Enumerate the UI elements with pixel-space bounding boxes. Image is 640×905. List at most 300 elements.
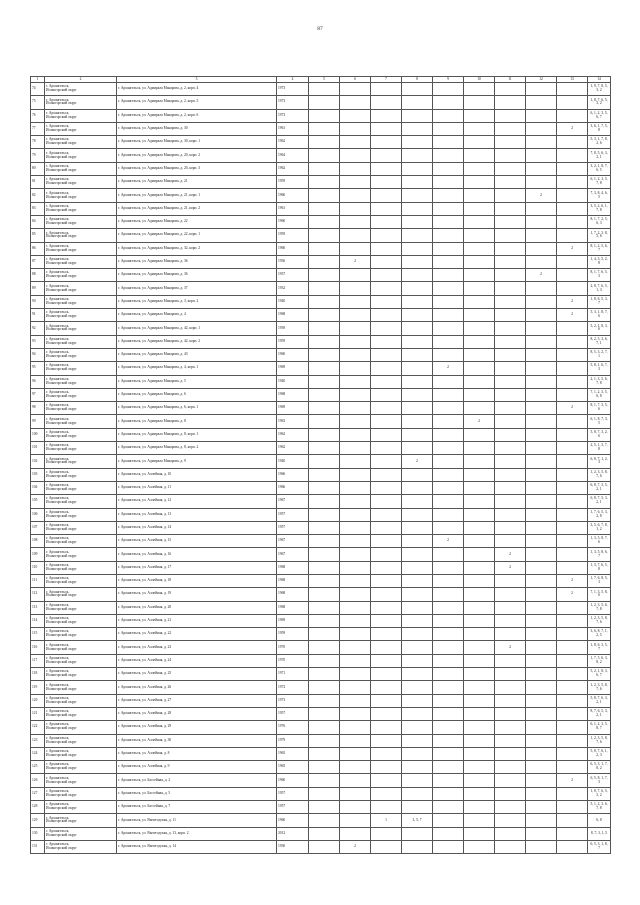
value-cell-col-7 [371, 322, 402, 335]
year-cell: 1957 [277, 521, 309, 534]
priority-order-cell: 1, 7, 2, 3, 8, 5, 6 [588, 229, 611, 242]
value-cell-col-6 [340, 109, 371, 122]
locality-cell: г. Архангельск, Исакогорский округ [45, 801, 117, 814]
value-cell-col-10 [464, 83, 495, 96]
value-cell-col-11 [495, 96, 526, 109]
address-cell: г. Архангельск, ул. Аллейная, д. 22 [117, 628, 277, 641]
priority-order-cell: 1, 4, 3, 5, 2, 8 [588, 255, 611, 268]
value-cell-col-7 [371, 574, 402, 587]
address-cell: г. Архангельск, ул. Адмирала Макарова, д. 3, корп. 2 [117, 295, 277, 308]
value-cell-col-8 [402, 628, 433, 641]
row-number: 126 [31, 774, 45, 787]
value-cell-col-8 [402, 136, 433, 149]
value-cell-col-10 [464, 535, 495, 548]
priority-order-cell: 5, 8, 7, 6, 1, 2, 3 [588, 747, 611, 760]
priority-order-cell: 1, 7, 6, 5, 3, 2, 8 [588, 508, 611, 521]
value-cell-col-5 [309, 508, 340, 521]
value-cell-col-5 [309, 761, 340, 774]
value-cell-col-6 [340, 415, 371, 428]
value-cell-col-6 [340, 335, 371, 348]
value-cell-col-6 [340, 561, 371, 574]
value-cell-col-7 [371, 255, 402, 268]
value-cell-col-12 [526, 827, 557, 840]
value-cell-col-5 [309, 322, 340, 335]
value-cell-col-10 [464, 96, 495, 109]
table-row [31, 388, 611, 401]
address-cell: г. Архангельск, ул. Аллейная, д. 26 [117, 681, 277, 694]
value-cell-col-12 [526, 229, 557, 242]
value-cell-col-13 [557, 428, 588, 441]
value-cell-col-6 [340, 442, 371, 455]
value-cell-col-9 [433, 348, 464, 361]
year-cell: 1960 [277, 348, 309, 361]
year-cell: 1957 [277, 707, 309, 720]
locality-cell: г. Архангельск, Исакогорский округ [45, 668, 117, 681]
value-cell-col-7 [371, 601, 402, 614]
row-number: 102 [31, 455, 45, 468]
locality-cell: г. Архангельск, Исакогорский округ [45, 215, 117, 228]
value-cell-col-10 [464, 548, 495, 561]
table-row [31, 681, 611, 694]
value-cell-col-12 [526, 96, 557, 109]
priority-order-cell: 1, 7, 5, 6, 3, 8, 2 [588, 654, 611, 667]
value-cell-col-12: 2 [526, 189, 557, 202]
value-cell-col-11 [495, 495, 526, 508]
value-cell-col-12 [526, 601, 557, 614]
value-cell-col-11: 2 [495, 641, 526, 654]
value-cell-col-5 [309, 495, 340, 508]
table-row [31, 561, 611, 574]
value-cell-col-13: 2 [557, 774, 588, 787]
value-cell-col-6 [340, 96, 371, 109]
row-number: 85 [31, 229, 45, 242]
value-cell-col-11 [495, 242, 526, 255]
value-cell-col-7 [371, 561, 402, 574]
year-cell: 1962 [277, 136, 309, 149]
year-cell: 1960 [277, 242, 309, 255]
row-number: 106 [31, 508, 45, 521]
year-cell: 1957 [277, 801, 309, 814]
value-cell-col-10 [464, 721, 495, 734]
value-cell-col-8 [402, 801, 433, 814]
row-number: 90 [31, 295, 45, 308]
value-cell-col-5 [309, 814, 340, 827]
locality-cell: г. Архангельск, Исакогорский округ [45, 481, 117, 494]
value-cell-col-12 [526, 136, 557, 149]
value-cell-col-6 [340, 362, 371, 375]
value-cell-col-5 [309, 668, 340, 681]
year-cell: 1957 [277, 787, 309, 800]
value-cell-col-10 [464, 614, 495, 627]
value-cell-col-11 [495, 189, 526, 202]
row-number: 125 [31, 761, 45, 774]
priority-order-cell: 8, 2, 5, 3, 6, 7, 1 [588, 335, 611, 348]
priority-order-cell: 5, 3, 1, 7, 8, 2, 6 [588, 136, 611, 149]
value-cell-col-10 [464, 122, 495, 135]
column-header-7: 7 [371, 77, 402, 83]
row-number: 91 [31, 309, 45, 322]
value-cell-col-6: 2 [340, 255, 371, 268]
value-cell-col-11 [495, 149, 526, 162]
value-cell-col-13 [557, 255, 588, 268]
value-cell-col-11 [495, 707, 526, 720]
locality-cell: г. Архангельск, Исакогорский округ [45, 774, 117, 787]
value-cell-col-12 [526, 814, 557, 827]
column-header-1: 1 [31, 77, 45, 83]
value-cell-col-13 [557, 787, 588, 800]
value-cell-col-7 [371, 269, 402, 282]
value-cell-col-6 [340, 202, 371, 215]
value-cell-col-9 [433, 442, 464, 455]
value-cell-col-8 [402, 375, 433, 388]
table-row [31, 162, 611, 175]
value-cell-col-10 [464, 641, 495, 654]
year-cell: 1962 [277, 428, 309, 441]
value-cell-col-7 [371, 628, 402, 641]
value-cell-col-12 [526, 242, 557, 255]
value-cell-col-8 [402, 614, 433, 627]
value-cell-col-5 [309, 614, 340, 627]
value-cell-col-7 [371, 774, 402, 787]
row-number: 112 [31, 588, 45, 601]
row-number: 131 [31, 840, 45, 853]
table-row [31, 282, 611, 295]
value-cell-col-8 [402, 508, 433, 521]
value-cell-col-5 [309, 176, 340, 189]
locality-cell: г. Архангельск, Исакогорский округ [45, 707, 117, 720]
value-cell-col-9 [433, 588, 464, 601]
year-cell: 1959 [277, 628, 309, 641]
address-cell: г. Архангельск, ул. Адмирала Макарова, д. 2, корп. 5 [117, 96, 277, 109]
priority-order-cell: 6, 1, 8, 7, 3, 5 [588, 415, 611, 428]
value-cell-col-9 [433, 707, 464, 720]
year-cell: 1940 [277, 455, 309, 468]
year-cell: 1967 [277, 495, 309, 508]
row-number: 97 [31, 388, 45, 401]
row-number: 76 [31, 109, 45, 122]
table-row [31, 402, 611, 415]
address-cell: г. Архангельск, ул. Аллейная, д. 29 [117, 721, 277, 734]
value-cell-col-13 [557, 761, 588, 774]
priority-order-cell: 1, 3, 7, 6, 5, 8 [588, 561, 611, 574]
value-cell-col-10 [464, 442, 495, 455]
year-cell: 1959 [277, 176, 309, 189]
value-cell-col-12 [526, 442, 557, 455]
priority-order-cell: 6, 5, 3, 1, 7, 8, 2 [588, 761, 611, 774]
value-cell-col-7 [371, 801, 402, 814]
year-cell: 1973 [277, 109, 309, 122]
value-cell-col-5 [309, 295, 340, 308]
value-cell-col-10 [464, 375, 495, 388]
value-cell-col-10 [464, 495, 495, 508]
value-cell-col-13 [557, 455, 588, 468]
value-cell-col-10 [464, 229, 495, 242]
locality-cell: г. Архангельск, Исакогорский округ [45, 282, 117, 295]
value-cell-col-10 [464, 322, 495, 335]
year-cell: 1930 [277, 840, 309, 853]
value-cell-col-11 [495, 269, 526, 282]
value-cell-col-10: 2 [464, 415, 495, 428]
value-cell-col-10 [464, 588, 495, 601]
value-cell-col-5 [309, 202, 340, 215]
address-cell: г. Архангельск, ул. Аллейная, д. 8 [117, 747, 277, 760]
value-cell-col-6 [340, 747, 371, 760]
value-cell-col-11 [495, 215, 526, 228]
value-cell-col-11 [495, 694, 526, 707]
value-cell-col-6 [340, 495, 371, 508]
value-cell-col-12: 2 [526, 269, 557, 282]
locality-cell: г. Архангельск, Исакогорский округ [45, 561, 117, 574]
value-cell-col-9 [433, 335, 464, 348]
value-cell-col-13 [557, 521, 588, 534]
value-cell-col-10 [464, 215, 495, 228]
value-cell-col-5 [309, 375, 340, 388]
value-cell-col-10 [464, 521, 495, 534]
locality-cell: г. Архангельск, Исакогорский округ [45, 229, 117, 242]
value-cell-col-12 [526, 455, 557, 468]
locality-cell: г. Архангельск, Исакогорский округ [45, 521, 117, 534]
value-cell-col-9 [433, 721, 464, 734]
locality-cell: г. Архангельск, Исакогорский округ [45, 402, 117, 415]
locality-cell: г. Архангельск, Исакогорский округ [45, 734, 117, 747]
address-cell: г. Архангельск, ул. Адмирала Макарова, д. 32, корп. 2 [117, 242, 277, 255]
value-cell-col-7 [371, 787, 402, 800]
value-cell-col-8 [402, 521, 433, 534]
address-cell: г. Архангельск, ул. Аллейная, д. 23 [117, 641, 277, 654]
priority-order-cell: 2, 5, 1, 3, 7, 8 [588, 442, 611, 455]
value-cell-col-6 [340, 402, 371, 415]
row-number: 128 [31, 801, 45, 814]
table-row [31, 269, 611, 282]
row-number: 105 [31, 495, 45, 508]
value-cell-col-9 [433, 761, 464, 774]
year-cell: 1962 [277, 162, 309, 175]
year-cell: 1968 [277, 588, 309, 601]
value-cell-col-13: 2 [557, 295, 588, 308]
value-cell-col-13 [557, 694, 588, 707]
address-cell: г. Архангельск, ул. Адмирала Макарова, д. 42, корп. 1 [117, 322, 277, 335]
priority-order-cell: 1, 7, 6, 8, 5, 3 [588, 574, 611, 587]
year-cell: 1968 [277, 388, 309, 401]
address-cell: г. Архангельск, ул. Адмирала Макарова, д. 21, корп. 2 [117, 202, 277, 215]
year-cell: 1970 [277, 641, 309, 654]
table-row [31, 548, 611, 561]
value-cell-col-8 [402, 681, 433, 694]
address-cell: г. Архангельск, ул. Аллейная, д. 12 [117, 495, 277, 508]
year-cell: 1960 [277, 189, 309, 202]
address-cell: г. Архангельск, ул. Адмирала Макарова, д. 8, корп. 2 [117, 442, 277, 455]
value-cell-col-9 [433, 734, 464, 747]
locality-cell: г. Архангельск, Исакогорский округ [45, 508, 117, 521]
value-cell-col-6 [340, 309, 371, 322]
value-cell-col-13: 2 [557, 588, 588, 601]
locality-cell: г. Архангельск, Исакогорский округ [45, 495, 117, 508]
value-cell-col-8 [402, 229, 433, 242]
priority-order-cell: 6, 8, 7, 1, 2, 3 [588, 455, 611, 468]
row-number: 75 [31, 96, 45, 109]
value-cell-col-11 [495, 162, 526, 175]
value-cell-col-12 [526, 548, 557, 561]
priority-order-cell: 5, 2, 1, 8, 3, 6 [588, 322, 611, 335]
value-cell-col-8 [402, 840, 433, 853]
value-cell-col-6 [340, 548, 371, 561]
value-cell-col-8 [402, 335, 433, 348]
row-number: 100 [31, 428, 45, 441]
value-cell-col-6 [340, 574, 371, 587]
year-cell: 1968 [277, 574, 309, 587]
table-row [31, 840, 611, 853]
value-cell-col-12 [526, 721, 557, 734]
locality-cell: г. Архангельск, Исакогорский округ [45, 348, 117, 361]
value-cell-col-5 [309, 309, 340, 322]
value-cell-col-12 [526, 495, 557, 508]
row-number: 117 [31, 654, 45, 667]
value-cell-col-8 [402, 601, 433, 614]
priority-order-cell: 1, 8, 7, 6, 5, 3, 2 [588, 96, 611, 109]
value-cell-col-8 [402, 242, 433, 255]
year-cell: 1965 [277, 747, 309, 760]
table-row [31, 202, 611, 215]
year-cell: 1968 [277, 601, 309, 614]
value-cell-col-5 [309, 521, 340, 534]
value-cell-col-5 [309, 747, 340, 760]
value-cell-col-11 [495, 322, 526, 335]
value-cell-col-11 [495, 136, 526, 149]
value-cell-col-13 [557, 415, 588, 428]
value-cell-col-5 [309, 787, 340, 800]
value-cell-col-11 [495, 801, 526, 814]
value-cell-col-7 [371, 202, 402, 215]
address-cell: г. Архангельск, ул. Аллейная, д. 17 [117, 561, 277, 574]
table-row [31, 747, 611, 760]
value-cell-col-7 [371, 681, 402, 694]
table-row [31, 322, 611, 335]
locality-cell: г. Архангельск, Исакогорский округ [45, 787, 117, 800]
table-row [31, 535, 611, 548]
priority-order-cell: 6, 8, 7, 3, 5, 2, 1 [588, 481, 611, 494]
value-cell-col-13 [557, 481, 588, 494]
year-cell: 1962 [277, 442, 309, 455]
table-row [31, 508, 611, 521]
value-cell-col-9 [433, 840, 464, 853]
value-cell-col-12 [526, 122, 557, 135]
value-cell-col-10 [464, 747, 495, 760]
address-cell: г. Архангельск, ул. Аллейная, д. 18 [117, 574, 277, 587]
value-cell-col-12 [526, 801, 557, 814]
value-cell-col-6 [340, 508, 371, 521]
table-row [31, 707, 611, 720]
address-cell: г. Архангельск, ул. Аллейная, д. 19 [117, 588, 277, 601]
value-cell-col-7 [371, 309, 402, 322]
value-cell-col-5 [309, 122, 340, 135]
value-cell-col-8 [402, 827, 433, 840]
value-cell-col-5 [309, 481, 340, 494]
value-cell-col-7 [371, 694, 402, 707]
column-header-12: 12 [526, 77, 557, 83]
locality-cell: г. Архангельск, Исакогорский округ [45, 681, 117, 694]
value-cell-col-8 [402, 149, 433, 162]
value-cell-col-12 [526, 282, 557, 295]
value-cell-col-11 [495, 415, 526, 428]
value-cell-col-6 [340, 215, 371, 228]
value-cell-col-12 [526, 149, 557, 162]
value-cell-col-12 [526, 335, 557, 348]
column-header-6: 6 [340, 77, 371, 83]
value-cell-col-9 [433, 136, 464, 149]
value-cell-col-6 [340, 468, 371, 481]
value-cell-col-13 [557, 801, 588, 814]
value-cell-col-9 [433, 415, 464, 428]
value-cell-col-11 [495, 428, 526, 441]
locality-cell: г. Архангельск, Исакогорский округ [45, 322, 117, 335]
value-cell-col-12 [526, 481, 557, 494]
value-cell-col-11 [495, 402, 526, 415]
locality-cell: г. Архангельск, Исакогорский округ [45, 641, 117, 654]
value-cell-col-6 [340, 681, 371, 694]
value-cell-col-13 [557, 654, 588, 667]
value-cell-col-9 [433, 215, 464, 228]
priority-order-cell: 1, 2, 3, 5, 8, 7, 6 [588, 681, 611, 694]
locality-cell: г. Архангельск, Исакогорский округ [45, 269, 117, 282]
locality-cell: г. Архангельск, Исакогорский округ [45, 747, 117, 760]
value-cell-col-12 [526, 309, 557, 322]
value-cell-col-7 [371, 721, 402, 734]
value-cell-col-8 [402, 641, 433, 654]
value-cell-col-7 [371, 761, 402, 774]
value-cell-col-6 [340, 734, 371, 747]
column-header-5: 5 [309, 77, 340, 83]
value-cell-col-10 [464, 162, 495, 175]
value-cell-col-12 [526, 109, 557, 122]
value-cell-col-10 [464, 681, 495, 694]
value-cell-col-9 [433, 628, 464, 641]
row-number: 96 [31, 375, 45, 388]
value-cell-col-8 [402, 747, 433, 760]
column-header-13: 13 [557, 77, 588, 83]
value-cell-col-12 [526, 255, 557, 268]
value-cell-col-9 [433, 601, 464, 614]
row-number: 111 [31, 574, 45, 587]
value-cell-col-6 [340, 761, 371, 774]
value-cell-col-8 [402, 202, 433, 215]
locality-cell: г. Архангельск, Исакогорский округ [45, 202, 117, 215]
value-cell-col-7 [371, 109, 402, 122]
address-cell: г. Архангельск, ул. Адмирала Макарова, д. 4 [117, 309, 277, 322]
value-cell-col-6 [340, 801, 371, 814]
year-cell: 1967 [277, 548, 309, 561]
row-number: 107 [31, 521, 45, 534]
value-cell-col-13 [557, 641, 588, 654]
value-cell-col-7 [371, 508, 402, 521]
row-number: 101 [31, 442, 45, 455]
year-cell: 1940 [277, 375, 309, 388]
address-cell: г. Архангельск, ул. Адмирала Макарова, д. 8 [117, 415, 277, 428]
value-cell-col-7 [371, 654, 402, 667]
value-cell-col-11 [495, 774, 526, 787]
column-header-4: 4 [277, 77, 309, 83]
row-number: 129 [31, 814, 45, 827]
value-cell-col-6 [340, 535, 371, 548]
value-cell-col-8 [402, 362, 433, 375]
value-cell-col-7 [371, 614, 402, 627]
value-cell-col-12 [526, 694, 557, 707]
value-cell-col-8 [402, 442, 433, 455]
value-cell-col-12 [526, 428, 557, 441]
address-cell: г. Архангельск, ул. Адмирала Макарова, д. 42, корп. 2 [117, 335, 277, 348]
row-number: 108 [31, 535, 45, 548]
value-cell-col-9 [433, 402, 464, 415]
locality-cell: г. Архангельск, Исакогорский округ [45, 694, 117, 707]
